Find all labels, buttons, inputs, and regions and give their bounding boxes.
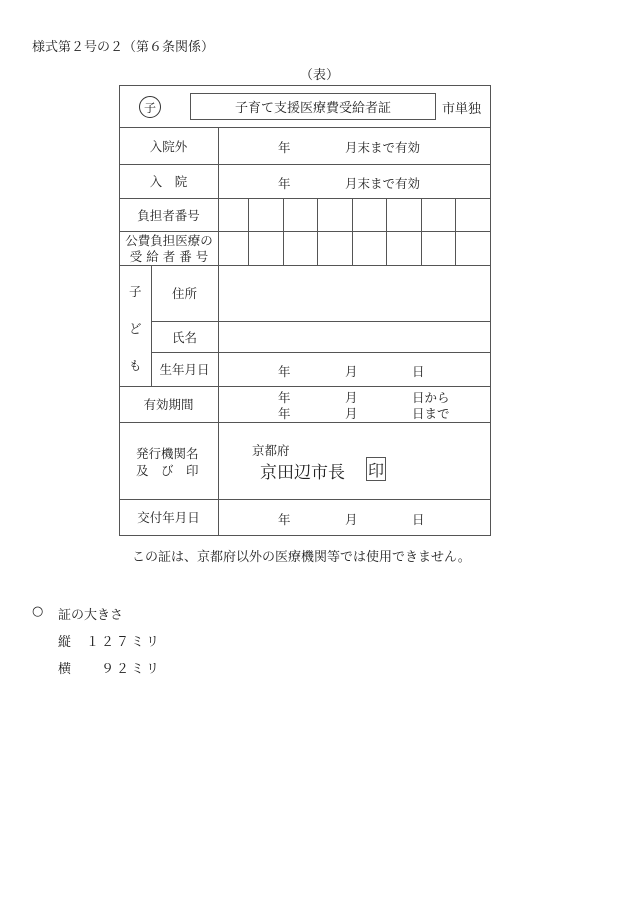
child-group-label-3: も [129,358,142,373]
size-note-title: 証の大きさ [58,608,124,623]
inpatient-year: 年 [278,176,291,191]
card-title: 子育て支援医療費受給者証 [190,93,436,120]
width-value: ９２ミリ [101,662,162,677]
issuer-mayor: 京田辺市長 [260,463,345,483]
validity-to-day: 日まで [412,406,450,421]
name-label: 氏名 [171,329,197,345]
seal-stamp: 印 [366,457,386,481]
validity-period-label: 有効期間 [143,397,194,412]
side-label: （表） [300,68,340,83]
child-emblem-icon: 子 [139,96,161,118]
validity-from-day: 日から [412,390,450,405]
width-label: 横 [58,662,72,677]
usage-notice: この証は、京都府以外の医療機関等では使用できません。 [132,550,471,565]
birthdate-month: 月 [345,364,358,379]
bullet-icon: ○ [32,604,44,619]
outpatient-validity: 月末まで有効 [345,140,421,155]
validity-from-month: 月 [345,390,358,405]
issue-date-year: 年 [278,512,291,527]
inpatient-label: 入 院 [149,174,188,189]
recipient-number-label: 公費負担医療の 受 給 者 番 号 [125,233,213,264]
issuer-label: 発行機関名 及 び 印 [136,446,199,478]
issuer-prefecture: 京都府 [252,443,290,458]
birthdate-year: 年 [278,364,291,379]
birthdate-label: 生年月日 [159,362,210,377]
issue-date-month: 月 [345,512,358,527]
birthdate-day: 日 [412,364,425,379]
address-label: 住所 [171,286,197,301]
card-tag: 市単独 [442,102,482,117]
payer-number-label: 負担者番号 [137,207,200,223]
form-title: 様式第２号の２（第６条関係） [32,40,215,55]
outpatient-year: 年 [278,140,291,155]
inpatient-validity: 月末まで有効 [345,176,421,191]
issue-date-label: 交付年月日 [137,510,200,525]
validity-to-year: 年 [278,406,291,421]
child-group-label-2: ど [129,321,142,336]
validity-to-month: 月 [345,406,358,421]
height-value: １２７ミリ [86,635,162,650]
outpatient-label: 入院外 [149,138,188,154]
height-label: 縦 [58,635,72,650]
child-group-label-1: 子 [129,284,142,299]
validity-from-year: 年 [278,390,291,405]
issue-date-day: 日 [412,512,425,527]
